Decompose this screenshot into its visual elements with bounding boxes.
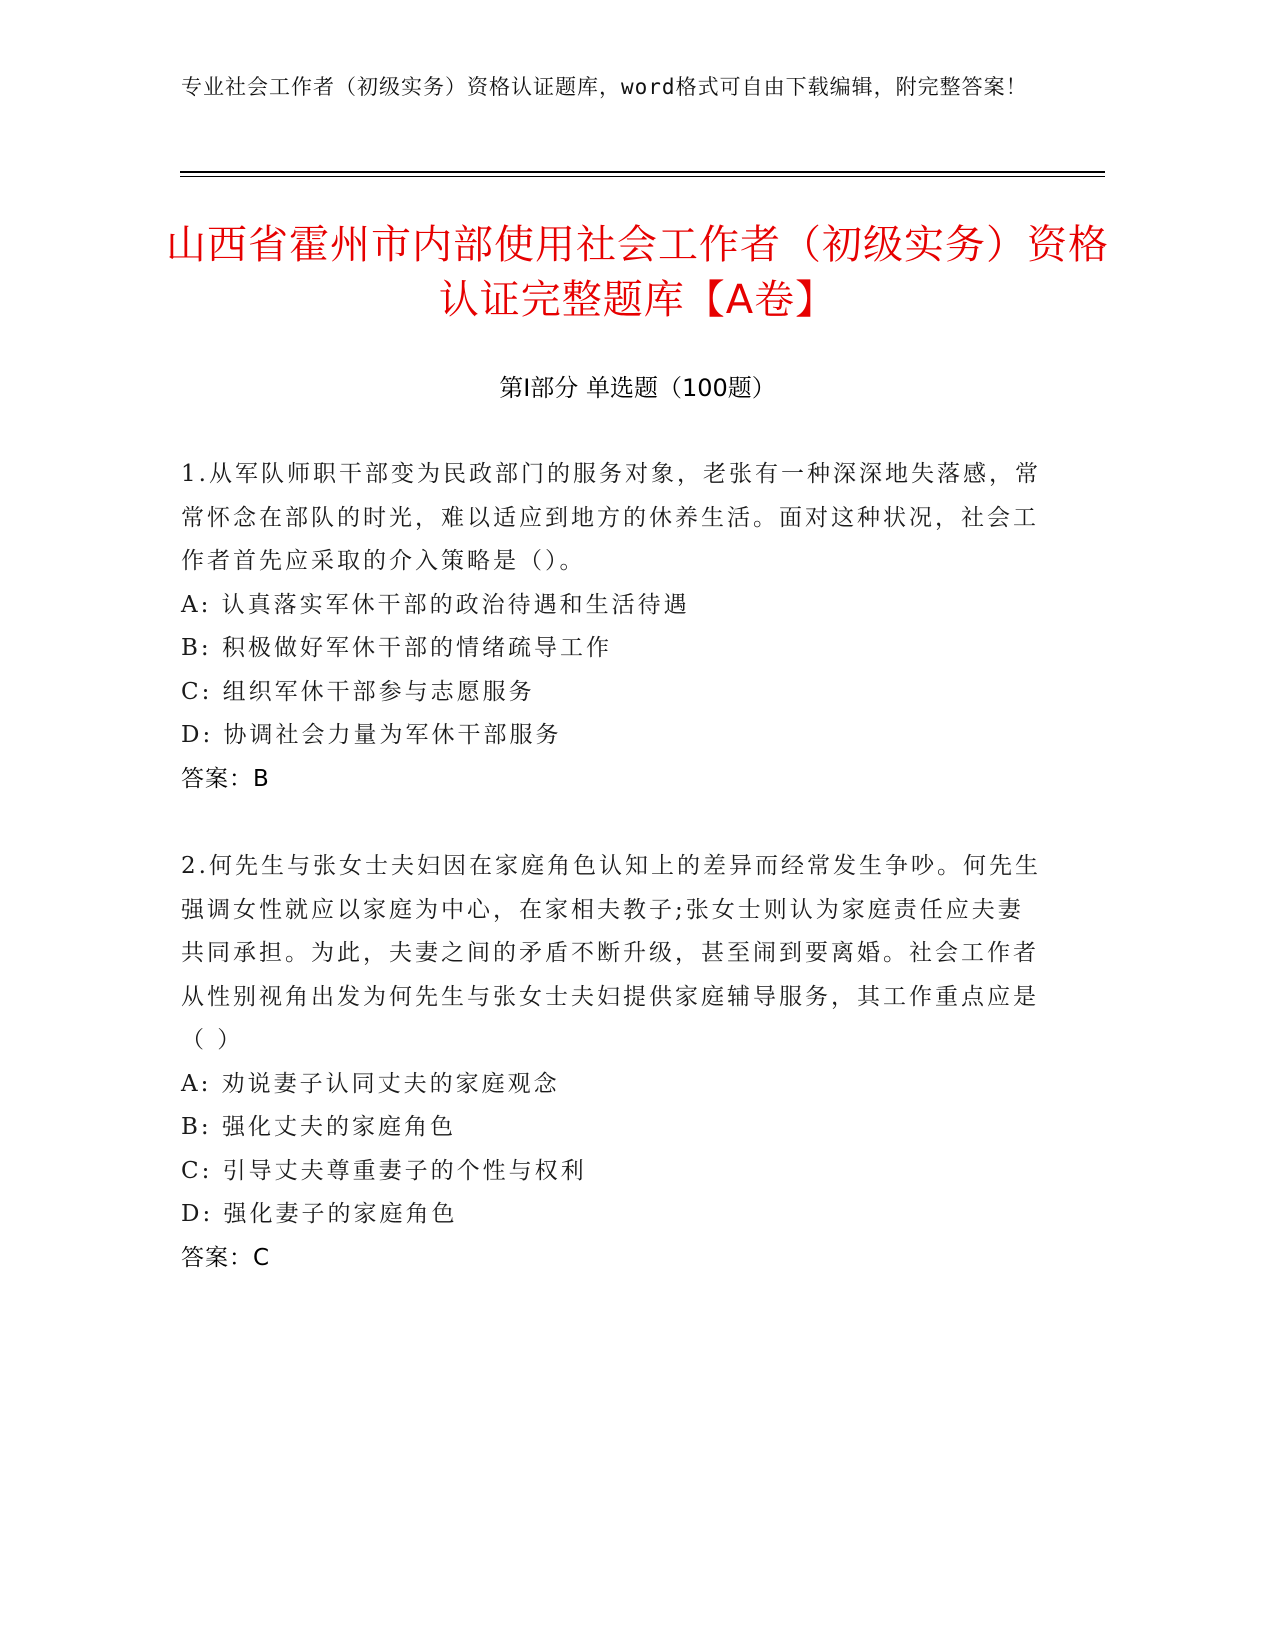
question-2 (181, 845, 1041, 1280)
option-c: C: 引导丈夫尊重妻子的个性与权利 (181, 1157, 587, 1184)
option-b: B: 强化丈夫的家庭角色 (181, 1114, 456, 1140)
document-title: 山西省霍州市内部使用社会工作者（初级实务）资格认证完整题库【A卷】 (166, 222, 1109, 323)
option-a: A: 认真落实军休干部的政治待遇和生活待遇 (181, 591, 690, 618)
header-divider-thick (180, 171, 1105, 173)
question-stem: 1.从军队师职干部变为民政部门的服务对象，老张有一种深深地失落感，常常怀念在部队的时光，难以适应到地方的休养生活。面对这种状况，社会工作者首先应采取的介入策略是（）。 (181, 461, 1041, 574)
answer: 答案：B (181, 765, 270, 792)
section-title: 第Ⅰ部分 单选题（100题） (499, 374, 776, 402)
option-c: C: 组织军休干部参与志愿服务 (181, 678, 535, 705)
option-d: D: 协调社会力量为军休干部服务 (181, 722, 562, 748)
question-1 (181, 453, 1041, 801)
question-stem: 2.何先生与张女士夫妇因在家庭角色认知上的差异而经常发生争吵。何先生强调女性就应以家庭为中心，在家相夫教子;张女士则认为家庭责任应夫妻共同承担。为此，夫妻之间的矛盾不断升级，甚至闹到要离婚。社会工作者从性别视角出发为何先生与张女士夫妇提供家庭辅导服务，其工作重点应是（ ） (181, 853, 1041, 1053)
option-b: B: 积极做好军休干部的情绪疏导工作 (181, 635, 612, 661)
option-a: A: 劝说妻子认同丈夫的家庭观念 (181, 1070, 560, 1097)
answer: 答案：C (181, 1244, 271, 1271)
header-divider-thin (180, 176, 1105, 177)
header-note: 专业社会工作者（初级实务）资格认证题库，word格式可自由下载编辑，附完整答案！ (181, 75, 1028, 99)
option-d: D: 强化妻子的家庭角色 (181, 1201, 458, 1227)
